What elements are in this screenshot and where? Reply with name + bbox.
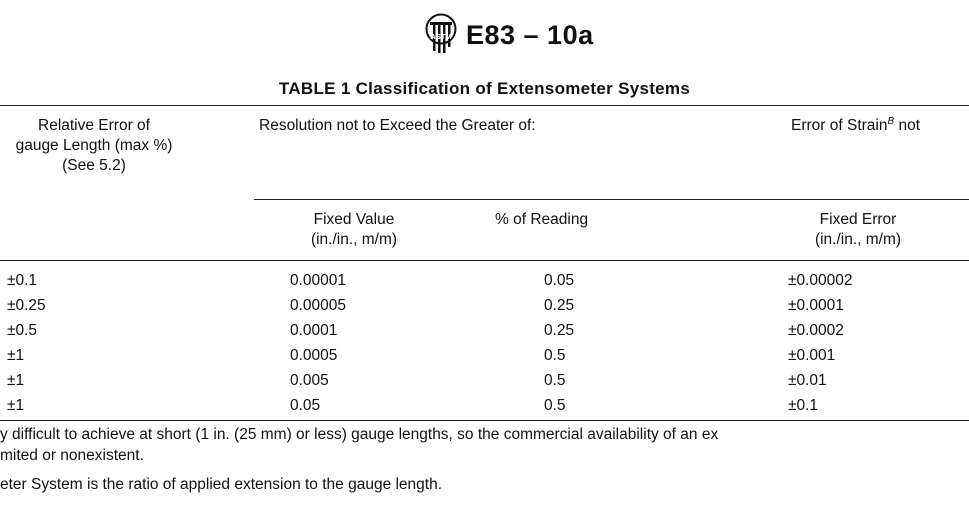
col-group-resolution: Resolution not to Exceed the Greater of: <box>259 117 536 134</box>
col-header-fixed-error-line2: (in./in., m/m) <box>814 231 902 248</box>
col-header-fixed-error-line1: Fixed Error <box>819 211 897 228</box>
document-header <box>0 13 969 57</box>
footnote-b: eter System is the ratio of applied extension to the gauge length. <box>0 476 443 493</box>
table-cell-error: ±0.001 <box>788 347 836 364</box>
footnote-a-line1: y difficult to achieve at short (1 in. (25 mm) or less) gauge lengths, so the commercial availability of an ex <box>0 426 719 443</box>
col-group-error-of-strain: Error of Strain$^B$ not <box>791 116 921 134</box>
table-cell-gauge: ±0.5 <box>7 322 38 339</box>
standard-designation: E83 – 10a <box>466 20 594 50</box>
table-cell-fixed: 0.0005 <box>290 347 338 364</box>
col-header-gauge-line3: (See 5.2) <box>62 157 126 174</box>
table-bottom-rule <box>0 420 969 421</box>
table-cell-pct: 0.25 <box>544 297 575 314</box>
header-bottom-rule <box>0 260 969 261</box>
footnote-a-line2: mited or nonexistent. <box>0 447 144 464</box>
table-cell-pct: 0.25 <box>544 322 575 339</box>
table-cell-fixed: 0.005 <box>290 372 329 389</box>
table-cell-fixed: 0.0001 <box>290 322 338 339</box>
table-cell-pct: 0.05 <box>544 272 575 289</box>
table-cell-pct: 0.5 <box>544 372 566 389</box>
table-cell-fixed: 0.05 <box>290 397 321 414</box>
table-cell-gauge: ±1 <box>7 347 25 364</box>
table-title: TABLE 1 Classification of Extensometer Systems <box>278 79 691 98</box>
table-cell-pct: 0.5 <box>544 397 566 414</box>
table-cell-error: ±0.01 <box>788 372 827 389</box>
col-header-pct-reading: % of Reading <box>495 211 589 228</box>
svg-text:ASTM: ASTM <box>430 32 452 41</box>
table-cell-gauge: ±0.25 <box>7 297 46 314</box>
col-header-gauge-line2: gauge Length (max %) <box>15 137 173 154</box>
table-cell-error: ±0.0001 <box>788 297 844 314</box>
col-header-gauge-line1: Relative Error of <box>38 117 150 134</box>
table-cell-error: ±0.1 <box>788 397 819 414</box>
table-cell-fixed: 0.00001 <box>290 272 347 289</box>
table-cell-pct: 0.5 <box>544 347 566 364</box>
table-cell-error: ±0.0002 <box>788 322 844 339</box>
table-cell-gauge: ±1 <box>7 372 25 389</box>
col-header-fixed-value-line2: (in./in., m/m) <box>310 231 398 248</box>
col-header-fixed-value-line1: Fixed Value <box>313 211 395 228</box>
subheader-rule <box>254 199 969 200</box>
table-cell-fixed: 0.00005 <box>290 297 347 314</box>
table-cell-error: ±0.00002 <box>788 272 853 289</box>
table-cell-gauge: ±0.1 <box>7 272 38 289</box>
table-cell-gauge: ±1 <box>7 397 25 414</box>
table-top-rule <box>0 105 969 106</box>
astm-logo-icon <box>424 13 458 57</box>
